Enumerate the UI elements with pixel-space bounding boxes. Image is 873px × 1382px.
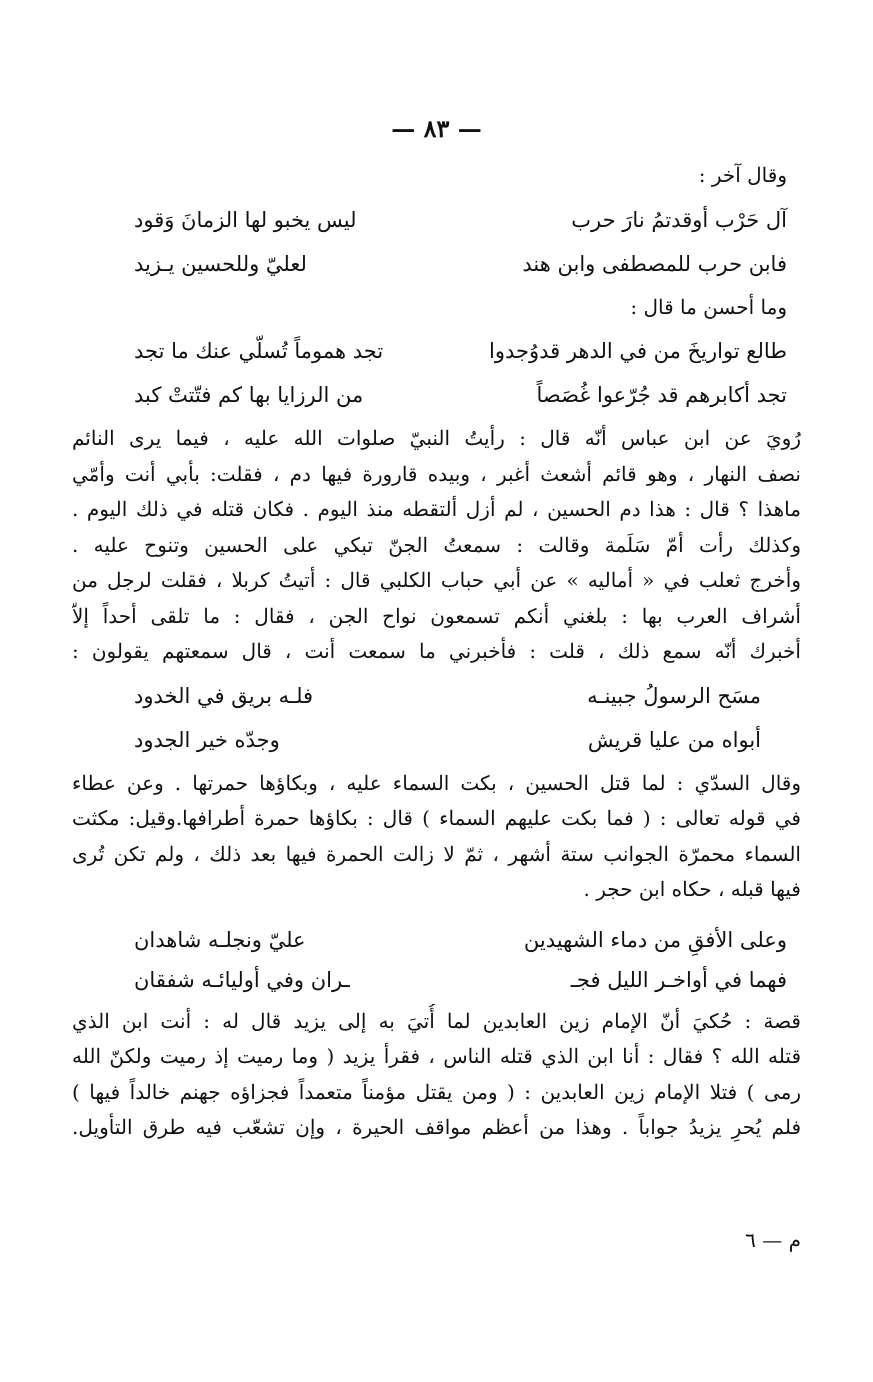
paragraph-line: رمى ) فتلا الإمام زين العابدين : ( ومن يقتل مؤمناً متعمداً فجزاؤه جهنم خالداً فيها ) bbox=[72, 1079, 801, 1104]
verse-line bbox=[72, 198, 801, 242]
paragraph-line: فلم يُحرِ يزيدُ جواباً . وهذا من أعظم مواقف الحيرة ، وإن تشعّب فيه طرق التأويل. bbox=[72, 1115, 801, 1139]
page-number: — ٨٣ — bbox=[391, 114, 482, 143]
verse-line bbox=[72, 242, 801, 286]
paragraph-line: وأخرج ثعلب في « أماليه » عن أبي حباب الكلبي قال : أتيتُ كربلا ، فقلت لرجل من bbox=[72, 568, 801, 592]
paragraph-suddi bbox=[72, 766, 801, 908]
poem-block-3 bbox=[72, 674, 801, 762]
verse-line bbox=[72, 960, 801, 1000]
paragraph-line: أخبرك أنّه سمع ذلك ، قلت : فأخبرني ما سمعت أنت ، قال سمعتهم يقولون : bbox=[72, 639, 801, 663]
paragraph-line: أشراف العرب بها : بلغني أنكم تسمعون نواح الجن ، فقال : ما تلقى أحداً إلاّ bbox=[72, 603, 801, 628]
paragraph-line: ماهذا ؟ قال : هذا دم الحسين ، لم أزل ألتقطه منذ اليوم . فكان قتله في ذلك اليوم . bbox=[72, 497, 801, 521]
poem-block-2 bbox=[72, 329, 801, 417]
paragraph-line: وقال السدّي : لما قتل الحسين ، بكت السماء عليه ، وبكاؤها حمرتها . وعن عطاء bbox=[72, 770, 801, 795]
verse-first-hemistich: طالع تواريخَ من في الدهر قدوُجدوا bbox=[488, 339, 787, 363]
verse-first-hemistich: تجد أكابرهم قد جُرّعوا غُصَصاً bbox=[536, 383, 787, 407]
paragraph-line: في قوله تعالى : ( فما بكت عليهم السماء ) قال : بكاؤها حمرة أطرافها.وقيل: مكثت bbox=[72, 806, 801, 830]
intro-line: وما أحسن ما قال : bbox=[630, 294, 787, 319]
verse-second-hemistich: ـران وفي أوليائـه شفقان bbox=[134, 967, 350, 992]
poem-block-4 bbox=[72, 920, 801, 1000]
page-body bbox=[72, 158, 801, 1146]
verse-first-hemistich: أبواه من عليا قريش bbox=[587, 727, 761, 752]
verse-line bbox=[72, 674, 801, 718]
verse-line bbox=[72, 329, 801, 373]
verse-second-hemistich: تجد هموماً تُسلّي عنك ما تجد bbox=[134, 339, 384, 363]
paragraph-line: السماء محمرّة الجوانب ستة أشهر ، ثمّ لا زالت الحمرة فيها بعد ذلك ، ولم تكن تُرى bbox=[72, 841, 801, 866]
verse-first-hemistich: فهما في أواخـر الليل فجـ bbox=[570, 967, 787, 992]
verse-second-hemistich: لعليّ وللحسين يـزيد bbox=[134, 251, 307, 276]
verse-first-hemistich: وعلى الأفقِ من دماء الشهيدين bbox=[523, 927, 787, 952]
poem-block-1 bbox=[72, 198, 801, 286]
verse-second-hemistich: وجدّه خير الجدود bbox=[134, 727, 280, 752]
paragraph-line: فيها قبله ، حكاه ابن حجر . bbox=[583, 877, 801, 901]
paragraph-line: قتله الله ؟ فقال : أنا ابن الذي قتله الناس ، فقرأ يزيد ( وما رميت إذ رميت ولكنّ الله bbox=[72, 1044, 801, 1068]
verse-second-hemistich: عليّ ونجلـه شاهدان bbox=[134, 927, 306, 952]
verse-line bbox=[72, 718, 801, 762]
verse-second-hemistich: من الرزايا بها كم فتّتتْ كبد bbox=[134, 383, 364, 407]
paragraph-line: رُويَ عن ابن عباس أنّه قال : رأيتُ النبيّ صلوات الله عليه ، فيما يرى النائم bbox=[72, 426, 801, 450]
verse-first-hemistich: مسَح الرسولُ جبينـه bbox=[587, 683, 761, 708]
intro-line: وقال آخر : bbox=[698, 163, 787, 187]
paragraph-story bbox=[72, 1004, 801, 1146]
verse-first-hemistich: فابن حرب للمصطفى وابن هند bbox=[522, 251, 787, 276]
paragraph-line: نصف النهار ، وهو قائم أشعث أغبر ، وبيده قارورة فيها دم ، فقلت: بأبي أنت وأمّي bbox=[72, 461, 801, 486]
verse-first-hemistich: آل حَرْب أوقدتمُ نارَ حرب bbox=[571, 207, 787, 232]
verse-line bbox=[72, 373, 801, 417]
verse-second-hemistich: فلـه بريق في الخدود bbox=[134, 683, 314, 708]
paragraph-ibn-abbas bbox=[72, 421, 801, 670]
paragraph-line: وكذلك رأت أمّ سَلَمة وقالت : سمعتُ الجنّ تبكي على الحسين وتنوح عليه . bbox=[72, 532, 801, 557]
verse-line bbox=[72, 920, 801, 960]
signature-mark: م — ٦ bbox=[745, 1228, 801, 1252]
paragraph-line: قصة : حُكيَ أنّ الإمام زين العابدين لما أُتيَ به إلى يزيد قال له : أنت ابن الذي bbox=[72, 1008, 801, 1033]
verse-second-hemistich: ليس يخبو لها الزمانَ وَقود bbox=[134, 207, 357, 232]
